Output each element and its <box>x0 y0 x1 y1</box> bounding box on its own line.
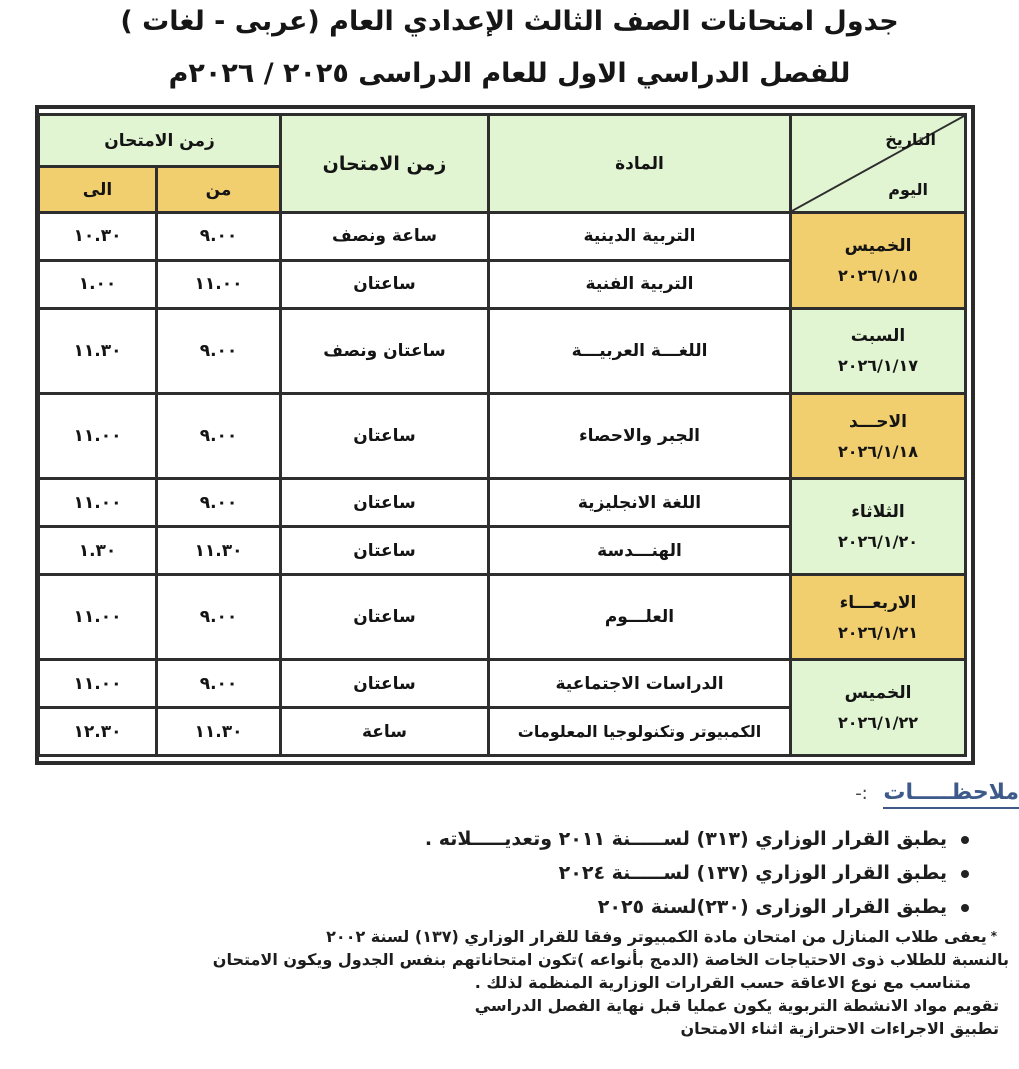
day-cell <box>791 479 966 575</box>
extra-note <box>19 994 1019 1017</box>
day-date: ٢٠٢٦/١/١٨ <box>837 441 919 461</box>
from-cell: ٩.٠٠ <box>157 660 281 708</box>
header-duration: زمن الامتحان <box>281 115 489 213</box>
star-bullet-icon: * <box>990 929 997 943</box>
note-text: يطبق القرار الوزاري (٣١٣) لســـــنة ٢٠١١ وتعديـــــلاته . <box>424 828 947 850</box>
notes-heading-label: ملاحظـــــات <box>883 780 1019 809</box>
from-cell: ١١.٣٠ <box>157 708 281 756</box>
diagonal-divider-icon <box>792 116 964 211</box>
day-name: السبت <box>850 326 906 347</box>
extra-note-text: بالنسبة للطلاب ذوى الاحتياجات الخاصة (الدمج بأنواعه )تكون امتحاناتهم بنفس الجدول ويكون الامتحان <box>212 950 1009 969</box>
list-item <box>425 822 969 856</box>
header-to: الى <box>39 167 157 213</box>
from-cell: ٩.٠٠ <box>157 574 281 659</box>
subject-cell: الكمبيوتر وتكنولوجيا المعلومات <box>489 708 791 756</box>
duration-cell: ساعتان <box>281 479 489 527</box>
to-cell: ١١.٠٠ <box>39 479 157 527</box>
subject-cell: اللغـــة العربيـــة <box>489 308 791 393</box>
page-subtitle: للفصل الدراسي الاول للعام الدراسى ٢٠٢٥ / ٢٠٢٦م <box>168 58 851 89</box>
from-cell: ٩.٠٠ <box>157 393 281 478</box>
exam-schedule-table <box>37 113 967 757</box>
extra-note <box>19 1017 1019 1040</box>
day-cell <box>791 213 966 309</box>
day-date: ٢٠٢٦/١/٢٠ <box>837 532 919 552</box>
note-text: يطبق القرار الوزاري (١٣٧) لســـــنة ٢٠٢٤ <box>558 862 947 884</box>
header-time-group: زمن الامتحان <box>39 115 281 167</box>
table-row <box>39 660 966 708</box>
header-date-label: التاريخ <box>885 130 936 149</box>
day-cell <box>791 574 966 659</box>
extra-note <box>19 925 1019 948</box>
day-name: الثلاثاء <box>851 502 905 523</box>
bullet-icon <box>961 870 969 878</box>
subject-cell: العلـــوم <box>489 574 791 659</box>
day-cell <box>791 393 966 478</box>
from-cell: ٩.٠٠ <box>157 479 281 527</box>
subject-cell: الجبر والاحصاء <box>489 393 791 478</box>
bullet-icon <box>961 836 969 844</box>
header-date-day <box>791 115 966 213</box>
header-subject: المادة <box>489 115 791 213</box>
header-day-label: اليوم <box>888 180 928 199</box>
extra-note-text: متناسب مع نوع الاعاقة حسب القرارات الوزارية المنظمة لذلك . <box>474 973 971 992</box>
duration-cell: ساعة ونصف <box>281 213 489 261</box>
to-cell: ١١.٠٠ <box>39 660 157 708</box>
duration-cell: ساعتان <box>281 527 489 575</box>
extra-note <box>19 948 1019 971</box>
day-date: ٢٠٢٦/١/١٥ <box>837 265 919 285</box>
table-row <box>39 213 966 261</box>
day-name: الاحـــد <box>849 411 907 432</box>
table-row <box>39 393 966 478</box>
extra-note-text: يعفى طلاب المنازل من امتحان مادة الكمبيوتر وفقا للقرار الوزاري (١٣٧) لسنة ٢٠٠٢ <box>326 927 987 946</box>
duration-cell: ساعتان ونصف <box>281 308 489 393</box>
to-cell: ١٢.٣٠ <box>39 708 157 756</box>
page-title: جدول امتحانات الصف الثالث الإعدادي العام (عربى - لغات ) <box>120 6 899 37</box>
from-cell: ١١.٣٠ <box>157 527 281 575</box>
table-row <box>39 308 966 393</box>
subject-cell: الدراسات الاجتماعية <box>489 660 791 708</box>
subject-cell: التربية الدينية <box>489 213 791 261</box>
from-cell: ٩.٠٠ <box>157 308 281 393</box>
list-item <box>425 856 969 890</box>
from-cell: ٩.٠٠ <box>157 213 281 261</box>
extra-notes <box>19 925 1019 1040</box>
header-from: من <box>157 167 281 213</box>
day-cell <box>791 660 966 756</box>
extra-note-text: تقويم مواد الانشطة التربوية يكون عمليا قبل نهاية الفصل الدراسي <box>474 996 999 1015</box>
to-cell: ١١.٣٠ <box>39 308 157 393</box>
day-date: ٢٠٢٦/١/١٧ <box>837 356 919 376</box>
to-cell: ١.٣٠ <box>39 527 157 575</box>
duration-cell: ساعتان <box>281 660 489 708</box>
to-cell: ١.٠٠ <box>39 260 157 308</box>
day-name: الخميس <box>844 235 912 256</box>
from-cell: ١١.٠٠ <box>157 260 281 308</box>
duration-cell: ساعة <box>281 708 489 756</box>
to-cell: ١١.٠٠ <box>39 393 157 478</box>
list-item <box>425 890 969 924</box>
extra-note <box>19 971 1019 994</box>
notes-bullet-list <box>425 822 969 924</box>
subject-cell: اللغة الانجليزية <box>489 479 791 527</box>
exam-schedule-frame <box>35 105 975 765</box>
to-cell: ١١.٠٠ <box>39 574 157 659</box>
day-name: الخميس <box>844 683 912 704</box>
notes-heading-suffix: :- <box>855 783 868 804</box>
table-row <box>39 479 966 527</box>
bullet-icon <box>961 904 969 912</box>
day-date: ٢٠٢٦/١/٢٢ <box>837 713 919 733</box>
extra-note-text: تطبيق الاجراءات الاحترازية اثناء الامتحان <box>680 1019 999 1038</box>
day-name: الاربعـــاء <box>839 592 917 613</box>
duration-cell: ساعتان <box>281 393 489 478</box>
to-cell: ١٠.٣٠ <box>39 213 157 261</box>
day-cell <box>791 308 966 393</box>
duration-cell: ساعتان <box>281 574 489 659</box>
subject-cell: الهنـــدسة <box>489 527 791 575</box>
notes-heading <box>855 780 1019 805</box>
note-text: يطبق القرار الوزارى (٢٣٠)لسنة ٢٠٢٥ <box>597 896 947 918</box>
duration-cell: ساعتان <box>281 260 489 308</box>
subject-cell: التربية الفنية <box>489 260 791 308</box>
table-row <box>39 574 966 659</box>
day-date: ٢٠٢٦/١/٢١ <box>837 622 919 642</box>
